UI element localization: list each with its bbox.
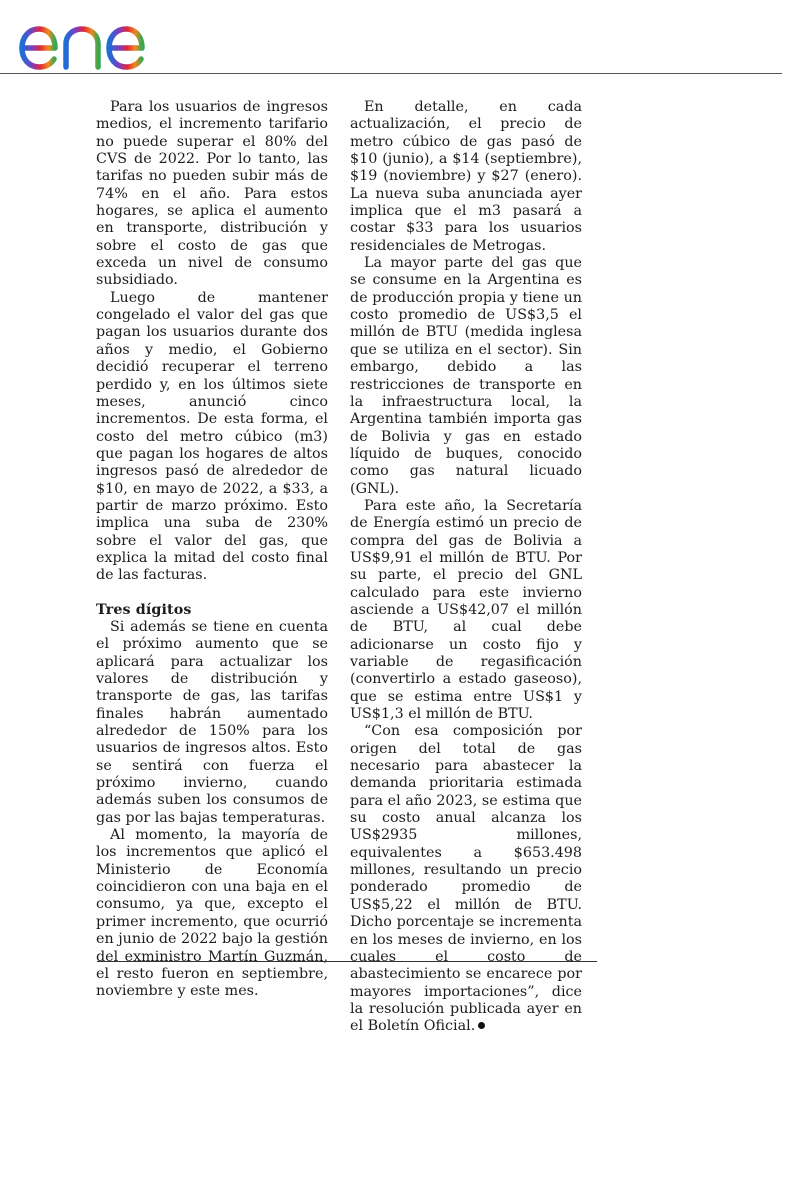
footer-rule xyxy=(97,961,597,962)
article-paragraph: Luego de mantener congelado el valor del gas que pagan los usuarios durante dos años y medio, el Gobierno decidió recuperar el terreno perdido y, en los últimos siete meses, anunció cinco incrementos. De esta forma, el costo del metro cúbico (m3) que pagan los hogares de altos ingresos pasó de alrededor de $10, en mayo de 2022, a $33, a partir de marzo próximo. Esto implica una suba de 230% sobre el valor del gas, que explica la mitad del costo final de las facturas. xyxy=(96,289,328,584)
article-column-right xyxy=(350,99,582,1036)
article-paragraph: Al momento, la mayoría de los incrementos que aplicó el Ministerio de Economía coincidieron con una baja en el consumo, ya que, excepto el primer incremento, que ocurrió en junio de 2022 bajo la gestión del exministro Martín Guzmán, el resto fueron en septiembre, noviembre y este mes. xyxy=(96,827,328,1000)
article-paragraph xyxy=(350,723,582,1035)
enel-logo-mark xyxy=(18,12,178,70)
article-paragraph: La mayor parte del gas que se consume en la Argentina es de producción propia y tiene un costo promedio de US$3,5 el millón de BTU (medida inglesa que se utiliza en el sector). Sin embargo, debido a las restricciones de transporte en la infraestructura local, la Argentina también importa gas de Bolivia y gas en estado líquido de buques, conocido como gas natural licuado (GNL). xyxy=(350,255,582,497)
article-paragraph: Para los usuarios de ingresos medios, el incremento tarifario no puede superar el 80% del CVS de 2022. Por lo tanto, las tarifas no pueden subir más de 74% en el año. Para estos hogares, se aplica el aumento en transporte, distribución y sobre el costo de gas que exceda un nivel de consumo subsidiado. xyxy=(96,99,328,289)
section-subheading: Tres dígitos xyxy=(96,601,192,618)
article-paragraph: En detalle, en cada actualización, el precio de metro cúbico de gas pasó de $10 (junio), a $14 (septiembre), $19 (noviembre) y $27 (enero). La nueva suba anunciada ayer implica que el m3 pasará a costar $33 para los usuarios residenciales de Metrogas. xyxy=(350,99,582,254)
header-rule xyxy=(0,73,782,74)
end-of-article-bullet-icon xyxy=(478,1022,485,1029)
article-column-left xyxy=(96,99,328,1001)
article-paragraph-text: “Con esa composición por origen del total de gas necesario para abastecer la demanda prioritaria estimada para el año 2023, se estima que su costo anual alcanza los US$2935 millones, equivalentes a $653.498 millones, resultando un precio ponderado promedio de US$5,22 el millón de BTU. Dicho porcentaje se incrementa en los meses de invierno, en los cuales el costo de abastecimiento se encarece por mayores importaciones”, dice la resolución publicada ayer en el Boletín Oficial. xyxy=(350,723,582,1035)
article-paragraph: Para este año, la Secretaría de Energía estimó un precio de compra del gas de Bolivia a US$9,91 el millón de BTU. Por su parte, el precio del GNL calculado para este invierno asciende a US$42,07 el millón de BTU, al cual debe adicionarse un costo fijo y variable de regasificación (convertirlo a estado gaseoso), que se estima entre US$1 y US$1,3 el millón de BTU. xyxy=(350,497,582,723)
enel-logo xyxy=(18,12,178,70)
article-paragraph: Si además se tiene en cuenta el próximo aumento que se aplicará para actualizar los valores de distribución y transporte de gas, las tarifas finales habrán aumentado alrededor de 150% para los usuarios de ingresos altos. Esto se sentirá con fuerza el próximo invierno, cuando además suben los consumos de gas por las bajas temperaturas. xyxy=(96,618,328,826)
